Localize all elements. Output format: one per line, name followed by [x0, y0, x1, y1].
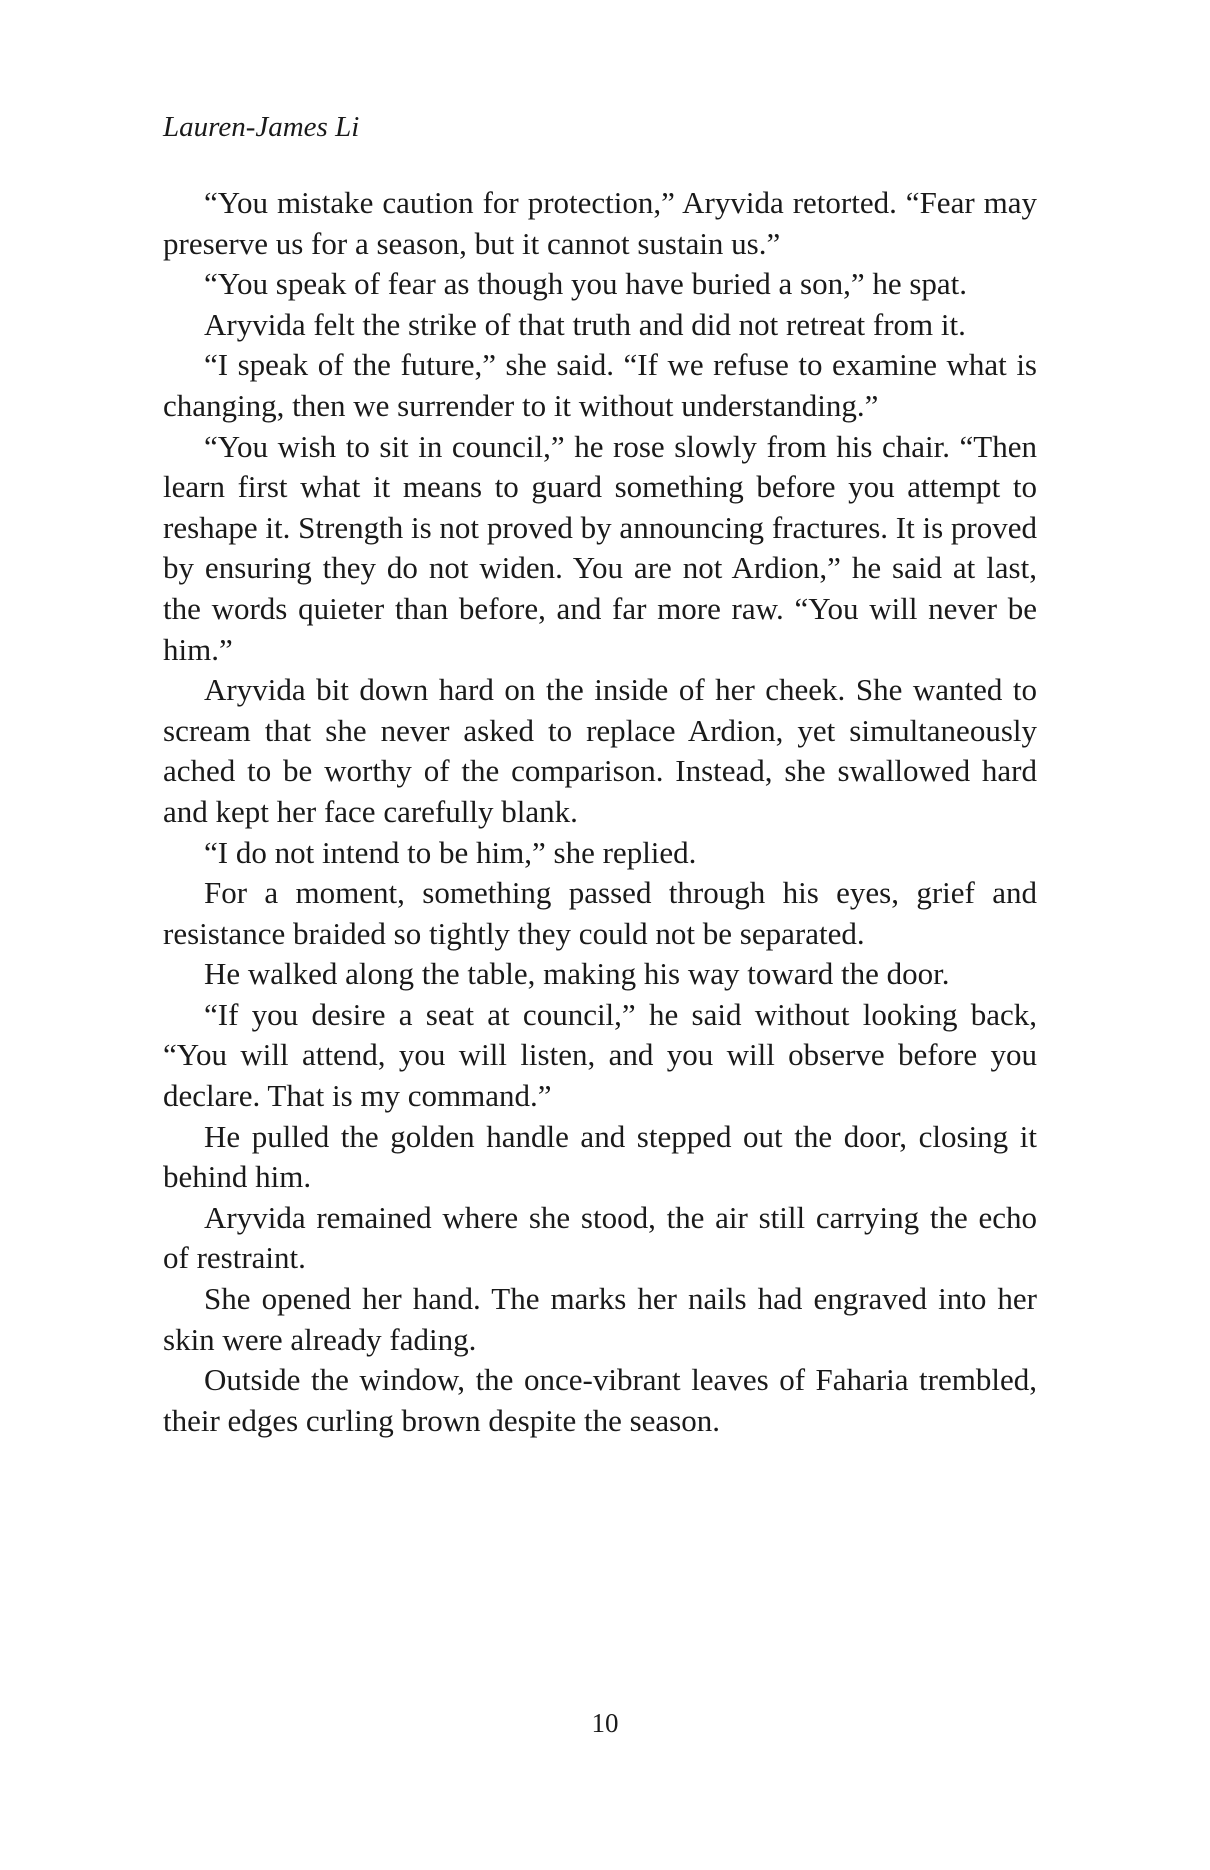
running-header-author: Lauren-James Li [163, 111, 360, 143]
paragraph: Aryvida bit down hard on the inside of her cheek. She wanted to scream that she never asked to replace Ardion, yet simultaneously ached to be worthy of the comparison. Instead, she swallowed hard and kept her face carefully blank. [163, 672, 1037, 829]
paragraph: For a moment, something passed through his eyes, grief and resistance braided so tightly they could not be separated. [163, 875, 1037, 951]
paragraph: “You mistake caution for protection,” Aryvida retorted. “Fear may preserve us for a season, but it cannot sustain us.” [163, 185, 1037, 261]
paragraph: “I speak of the future,” she said. “If we refuse to examine what is changing, then we surrender to it without understanding.” [163, 347, 1037, 423]
paragraph: “I do not intend to be him,” she replied. [204, 834, 697, 870]
paragraph: Aryvida remained where she stood, the air still carrying the echo of restraint. [163, 1199, 1037, 1276]
page-number: 10 [591, 1708, 619, 1738]
paragraph: “You wish to sit in council,” he rose slowly from his chair. “Then learn first what it means to guard something before you attempt to reshape it. Strength is not proved by announcing fractures. It is proved by ensuring they do not widen. You are not Ardion,” he said at last, the words quieter than before, and far more raw. “You will never be him.” [163, 428, 1037, 667]
paragraph: Outside the window, the once-vibrant leaves of Faharia trembled, their edges curling brown despite the season. [163, 1362, 1037, 1438]
paragraph: He pulled the golden handle and stepped out the door, closing it behind him. [163, 1118, 1037, 1195]
body-text [163, 183, 1037, 1441]
paragraph: He walked along the table, making his way toward the door. [204, 956, 950, 992]
paragraph: She opened her hand. The marks her nails had engraved into her skin were already fading. [163, 1281, 1037, 1357]
paragraph: “You speak of fear as though you have buried a son,” he spat. [204, 266, 968, 302]
paragraph: “If you desire a seat at council,” he said without looking back, “You will attend, you will listen, and you will observe before you declare. That is my command.” [163, 996, 1037, 1114]
paragraph: Aryvida felt the strike of that truth and did not retreat from it. [204, 306, 966, 342]
